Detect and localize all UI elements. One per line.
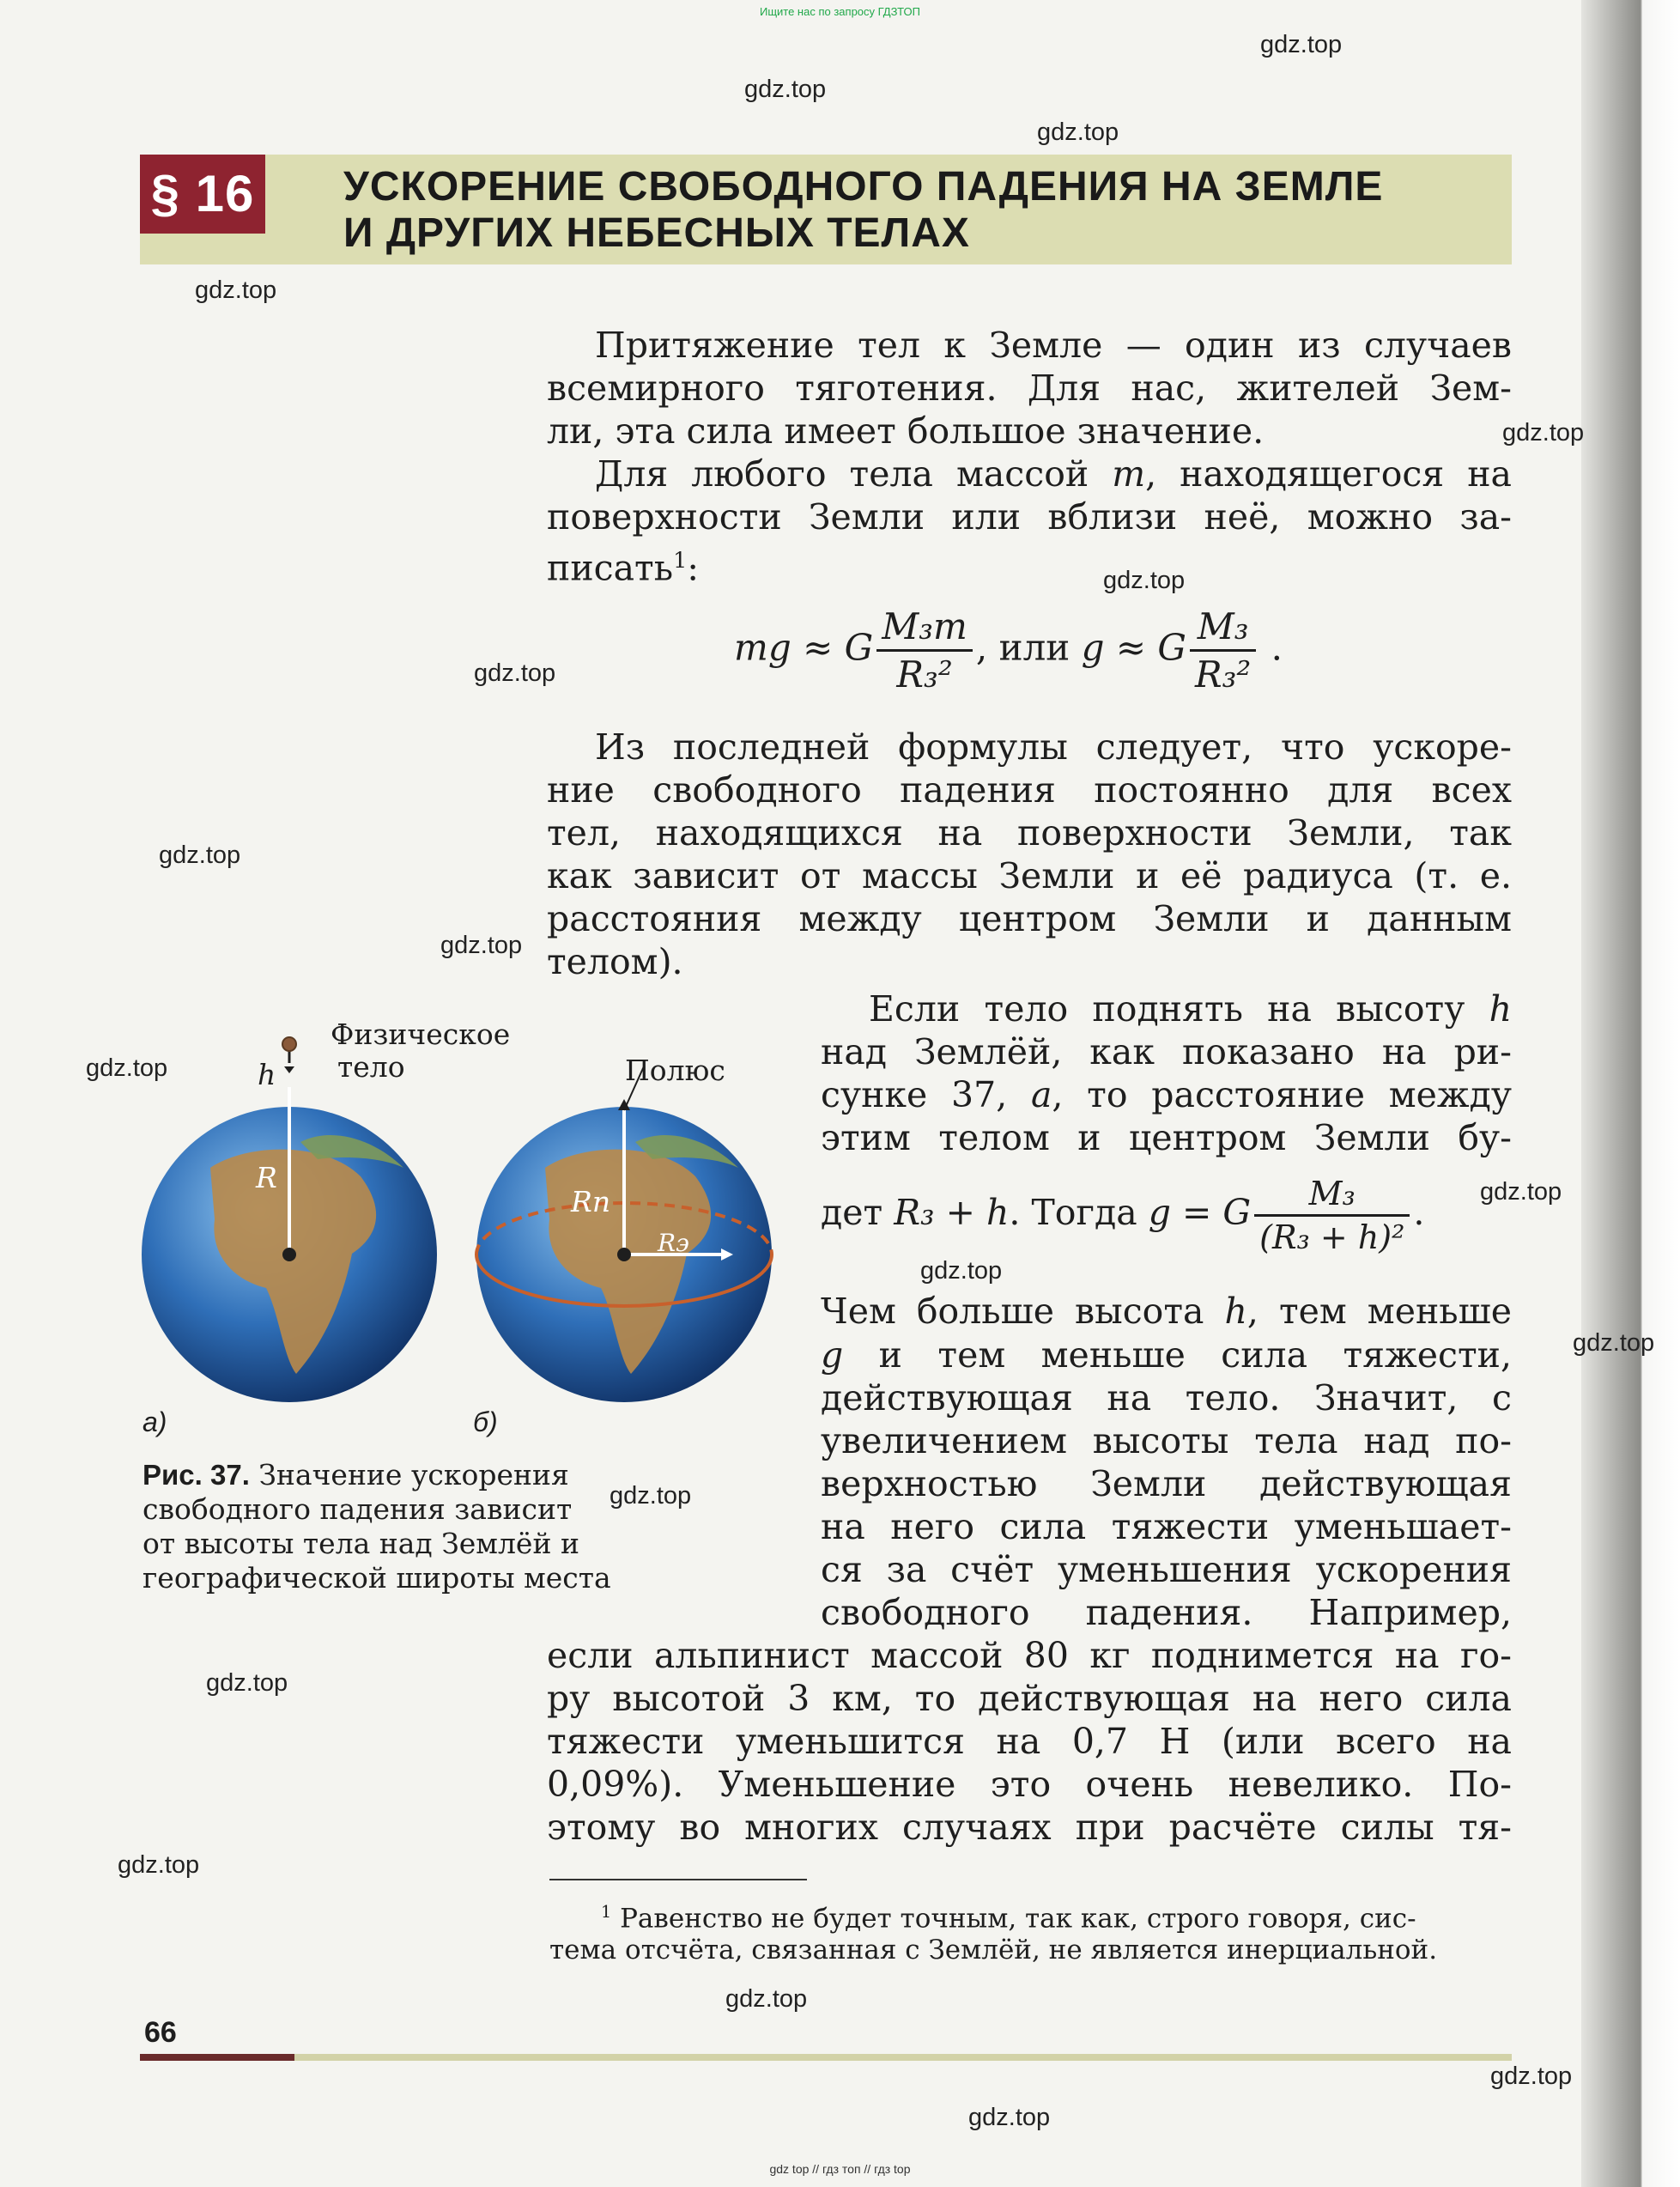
watermark: gdz.top [159,841,241,869]
text-line: всемирного тяготения. Для нас, жителей Зем- [547,368,1512,409]
text-line: Для любого тела массой m, находящегося на [595,453,1512,495]
watermark: gdz.top [474,659,556,687]
physical-body-dot [282,1037,296,1051]
label-physical-body: Физическое тело [331,1018,511,1084]
watermark: gdz.top [1037,118,1119,146]
label-pole: Полюс [625,1054,725,1087]
watermark: gdz.top [1480,1178,1562,1206]
text-line: верхностью Земли действующая [821,1463,1512,1504]
formula-height: дет R₃ + h. Тогда g = G $\frac{\text{M₃}}{\text{(R₃ + h)²}}$ . [821,1175,1425,1256]
bottom-bar-accent [140,2054,294,2061]
text-line: ли, эта сила имеет большое значение. [547,410,1265,452]
text-line: Если тело поднять на высоту h [869,988,1512,1030]
watermark: gdz.top [195,276,277,304]
label-polar-radius: Rп [571,1185,611,1218]
formula-gravity: mg ≈ G $\frac{\text{M₃m}}{\text{R₃²}}$ , или g ≈ G $\frac{\text{M₃}}{\text{R₃²}}$ . [734,605,1283,696]
page-edge-shadow [1581,0,1680,2187]
text-line: тел, находящихся на поверхности Земли, так [547,812,1512,854]
text-line: этому во многих случаях при расчёте силы тя- [547,1807,1512,1848]
text-line: Притяжение тел к Земле — один из случаев [595,325,1512,366]
watermark: gdz.top [610,1482,692,1510]
section-title-line-1: УСКОРЕНИЕ СВОБОДНОГО ПАДЕНИЯ НА ЗЕМЛЕ [343,164,1384,210]
text-line: расстояния между центром Земли и данным [547,898,1512,939]
text-line: ру высотой 3 км, то действующая на него сила [547,1678,1512,1719]
text-line: поверхности Земли или вблизи неё, можно за- [547,496,1512,538]
label-radius-a: R [256,1161,277,1194]
watermark: gdz.top [86,1054,168,1082]
watermark: gdz.top [968,2104,1051,2131]
text-line: Чем больше высота h, тем меньше [821,1291,1512,1332]
earth-center-b [617,1248,631,1261]
text-line: на него сила тяжести уменьшает- [821,1506,1512,1547]
text-line: этим телом и центром Земли бу- [821,1117,1512,1158]
watermark: gdz.top [725,1985,808,2013]
text-line: Из последней формулы следует, что ускоре- [595,726,1512,768]
text-line: ся за счёт уменьшения ускорения [821,1549,1512,1590]
footnote-rule [549,1879,807,1880]
watermark: gdz.top [440,932,523,959]
label-h: h [258,1058,276,1091]
watermark: gdz.top [1502,419,1585,447]
watermark: gdz.top [118,1851,200,1879]
label-equatorial-radius: Rэ [658,1229,689,1257]
text-line: свободного падения. Например, [821,1592,1512,1633]
watermark: gdz.top [1573,1329,1655,1357]
text-line: над Землёй, как показано на ри- [821,1031,1512,1072]
text-line: писать$^1$: [547,547,700,589]
watermark: gdz.top [1260,31,1343,58]
text-line: действующая на тело. Значит, с [821,1377,1512,1419]
text-line: сунке 37, а, то расстояние между [821,1074,1513,1115]
watermark: gdz.top [1490,2062,1573,2090]
figure-caption: Рис. 37. Значение ускорения свободного падения зависит от высоты тела над Землёй и географической широты места [143,1458,611,1595]
earth-center-a [282,1248,296,1261]
text-line: если альпинист массой 80 кг поднимется на го- [547,1635,1512,1676]
bottom-bar [294,2054,1512,2061]
text-line: g и тем меньше сила тяжести, [821,1334,1512,1376]
watermark: gdz.top [920,1257,1003,1285]
top-note: Ищите нас по запросу ГДЗТОП [759,5,920,18]
footnote-line-1: $^1$ Равенство не будет точным, так как, строго говоря, сис- [601,1902,1416,1935]
sublabel-b: б) [473,1406,498,1437]
text-line: увеличением высоты тела над по- [821,1420,1512,1461]
bottom-note: gdz top // гдз топ // гдз top [769,2162,911,2176]
section-number-badge: § 16 [140,155,265,234]
globe-b [476,1066,772,1402]
text-line: ние свободного падения постоянно для всех [547,769,1512,811]
text-line: тяжести уменьшится на 0,7 Н (или всего на [547,1721,1512,1762]
watermark: gdz.top [1103,567,1186,594]
watermark: gdz.top [744,76,827,103]
footnote-line-2: тема отсчёта, связанная с Землёй, не является инерциальной. [549,1935,1438,1965]
globe-a [142,1037,437,1402]
page-number: 66 [144,2016,177,2049]
watermark: gdz.top [206,1669,288,1697]
sublabel-a: а) [143,1406,167,1437]
text-line: телом). [547,941,683,982]
section-title-line-2: И ДРУГИХ НЕБЕСНЫХ ТЕЛАХ [343,210,970,256]
text-line: 0,09%). Уменьшение это очень невелико. По- [547,1764,1512,1805]
text-line: как зависит от массы Земли и её радиуса (т. е. [547,855,1512,896]
